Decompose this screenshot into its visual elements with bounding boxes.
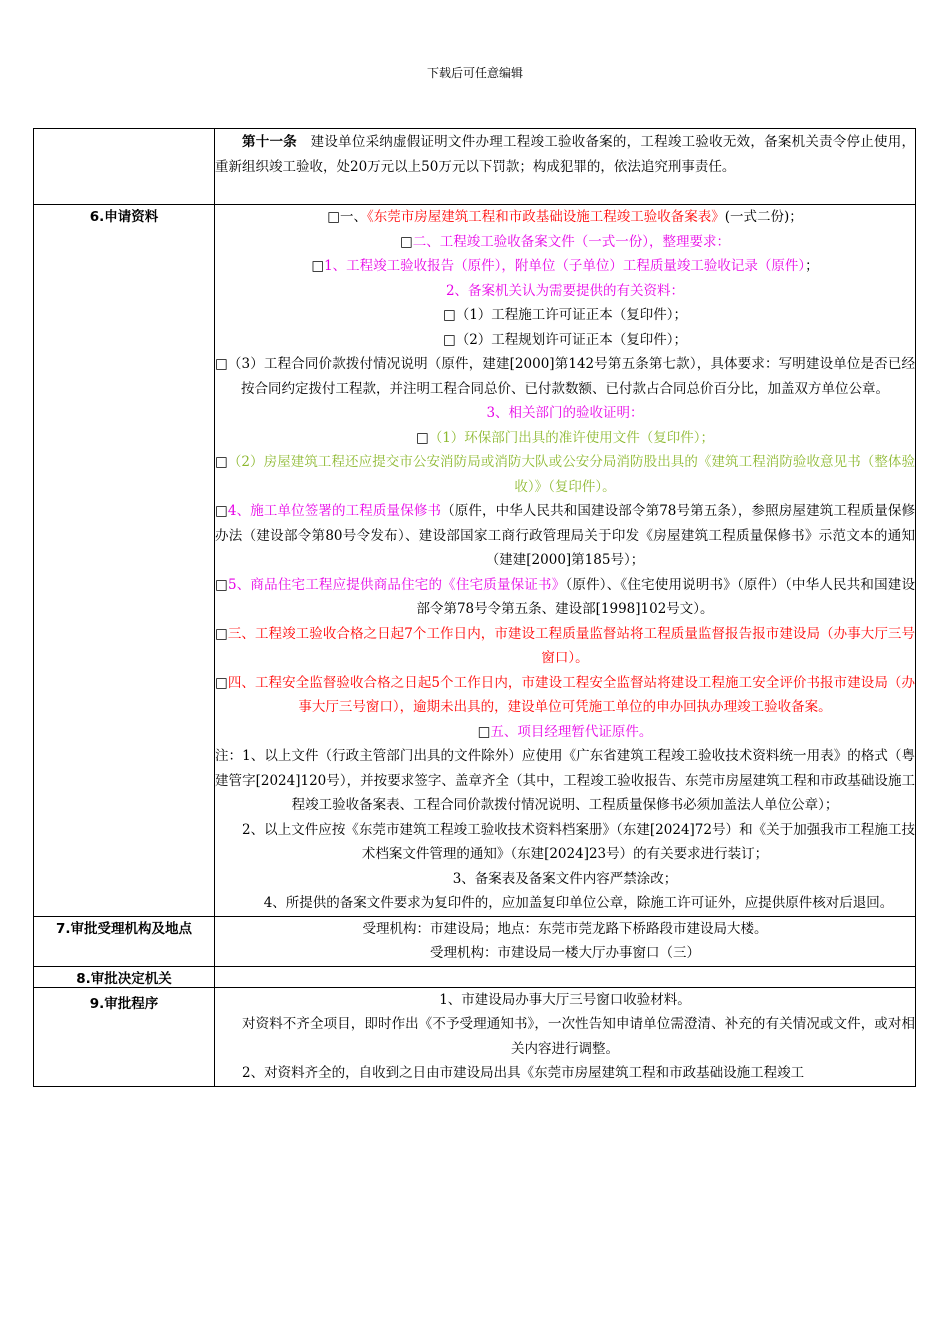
article-cell (215, 129, 916, 205)
item-2-5: □5、商品住宅工程应提供商品住宅的《住宅质量保证书》（原件）、《住宅使用说明书》（原件）（中华人民共和国建设部令第78号令第五条、建设部[1998]102号文）。 (215, 576, 915, 617)
row-label-agency: 7.审批受理机构及地点 (34, 916, 215, 966)
table-row-decision-authority (34, 966, 916, 987)
item-2: □二、工程竣工验收备案文件（一式一份），整理要求： (399, 233, 730, 250)
table-row-accepting-agency (34, 916, 916, 966)
page-header: 下载后可任意编辑 (426, 66, 523, 80)
item-2-2-2: □（2）工程规划许可证正本（复印件）； (442, 331, 688, 348)
row-label-materials: 6.申请资料 (34, 205, 215, 917)
procedure-line-3: 2、对资料齐全的，自收到之日由市建设局出具《东莞市房屋建筑工程和市政基础设施工程竣工 (242, 1065, 805, 1081)
article-heading: 第十一条 (242, 134, 297, 150)
agency-cell (215, 916, 916, 966)
item-4: □四、工程安全监督验收合格之日起5个工作日内，市建设工程安全监督站将建设工程施工安全评价书报市建设局（办事大厅三号窗口），逾期未出具的，建设单位可凭施工单位的申办回执办理竣工验收备案。 (215, 674, 915, 715)
note-1: 注：1、以上文件（行政主管部门出具的文件除外）应使用《广东省建筑工程竣工验收技术资料统一用表》的格式（粤建管字[2024]120号），并按要求签字、盖章齐全（其中，工程竣工验收报告、东莞市房屋建筑工程和市政基础设施工程竣工验收备案表、工程合同价款拨付情况说明、工程质量保修书必须加盖法人单位公章）； (215, 748, 915, 813)
procedure-line-1: 1、市建设局办事大厅三号窗口收验材料。 (439, 991, 691, 1008)
item-1: □一、《东莞市房屋建筑工程和市政基础设施工程竣工验收备案表》(一式二份)； (327, 209, 803, 225)
table-row-article (34, 129, 916, 205)
item-2-1: □1、工程竣工验收报告（原件），附单位（子单位）工程质量竣工验收记录（原件）； (311, 258, 819, 274)
procedure-line-2: 对资料不齐全项目，即时作出《不予受理通知书》，一次性告知申请单位需澄清、补充的有关情况或文件，或对相关内容进行调整。 (242, 1016, 915, 1057)
agency-line-2: 受理机构：市建设局一楼大厅办事窗口（三） (430, 945, 700, 961)
note-2: 2、以上文件应按《东莞市建筑工程竣工验收技术资料档案册》（东建[2024]72号）和《关于加强我市工程施工技术档案文件管理的通知》（东建[2024]23号）的有关要求进行装订； (242, 821, 915, 862)
article-paragraph (215, 129, 915, 179)
item-2-2: 2、备案机关认为需要提供的有关资料： (445, 282, 685, 299)
item-2-2-3: □（3）工程合同价款拨付情况说明（原件，建建[2000]第142号第五条第七款），具体要求：写明建设单位是否已经按合同约定拨付工程款，并注明工程合同总价、已付款数额、已付款占合同总价百分比，加盖双方单位公章。 (215, 356, 915, 397)
approval-table (33, 128, 916, 1087)
item-2-3-1: □（1）环保部门出具的准许使用文件（复印件）； (415, 429, 715, 446)
item-3: □三、工程竣工验收合格之日起7个工作日内，市建设工程质量监督站将工程质量监督报告报市建设局（办事大厅三号窗口）。 (215, 625, 915, 666)
row-label-procedure: 9.审批程序 (34, 987, 215, 1086)
item-2-3: 3、相关部门的验收证明： (486, 405, 644, 421)
note-4: 4、所提供的备案文件要求为复印件的，应加盖复印单位公章，除施工许可证外，应提供原件核对后退回。 (263, 895, 894, 911)
item-2-2-1: □（1）工程施工许可证正本（复印件）； (442, 307, 688, 323)
table-row-procedure (34, 987, 916, 1086)
materials-cell (215, 205, 916, 917)
agency-line-1: 受理机构：市建设局；地点：东莞市莞龙路下桥路段市建设局大楼。 (362, 920, 768, 937)
procedure-cell (215, 987, 916, 1086)
row-label-decision: 8.审批决定机关 (34, 966, 215, 987)
item-5: □五、项目经理暂代证原件。 (477, 723, 653, 740)
table-row-application-materials (34, 205, 916, 917)
note-3: 3、备案表及备案文件内容严禁涂改； (452, 870, 678, 887)
empty-label-cell (34, 129, 215, 205)
article-body: 建设单位采纳虚假证明文件办理工程竣工验收备案的，工程竣工验收无效，备案机关责令停止使用，重新组织竣工验收，处20万元以上50万元以下罚款；构成犯罪的，依法追究刑事责任。 (215, 134, 916, 175)
item-2-4: □4、施工单位签署的工程质量保修书（原件，中华人民共和国建设部令第78号第五条），参照房屋建筑工程质量保修办法（建设部令第80号令发布）、建设部国家工商行政管理局关于印发《房屋建筑工程质量保修书》示范文本的通知（建建[2000]第185号）； (215, 503, 915, 568)
item-2-3-2: □（2）房屋建筑工程还应提交市公安消防局或消防大队或公安分局消防股出具的《建筑工程消防验收意见书（整体验收）》（复印件）。 (215, 454, 915, 495)
decision-cell (215, 966, 916, 987)
